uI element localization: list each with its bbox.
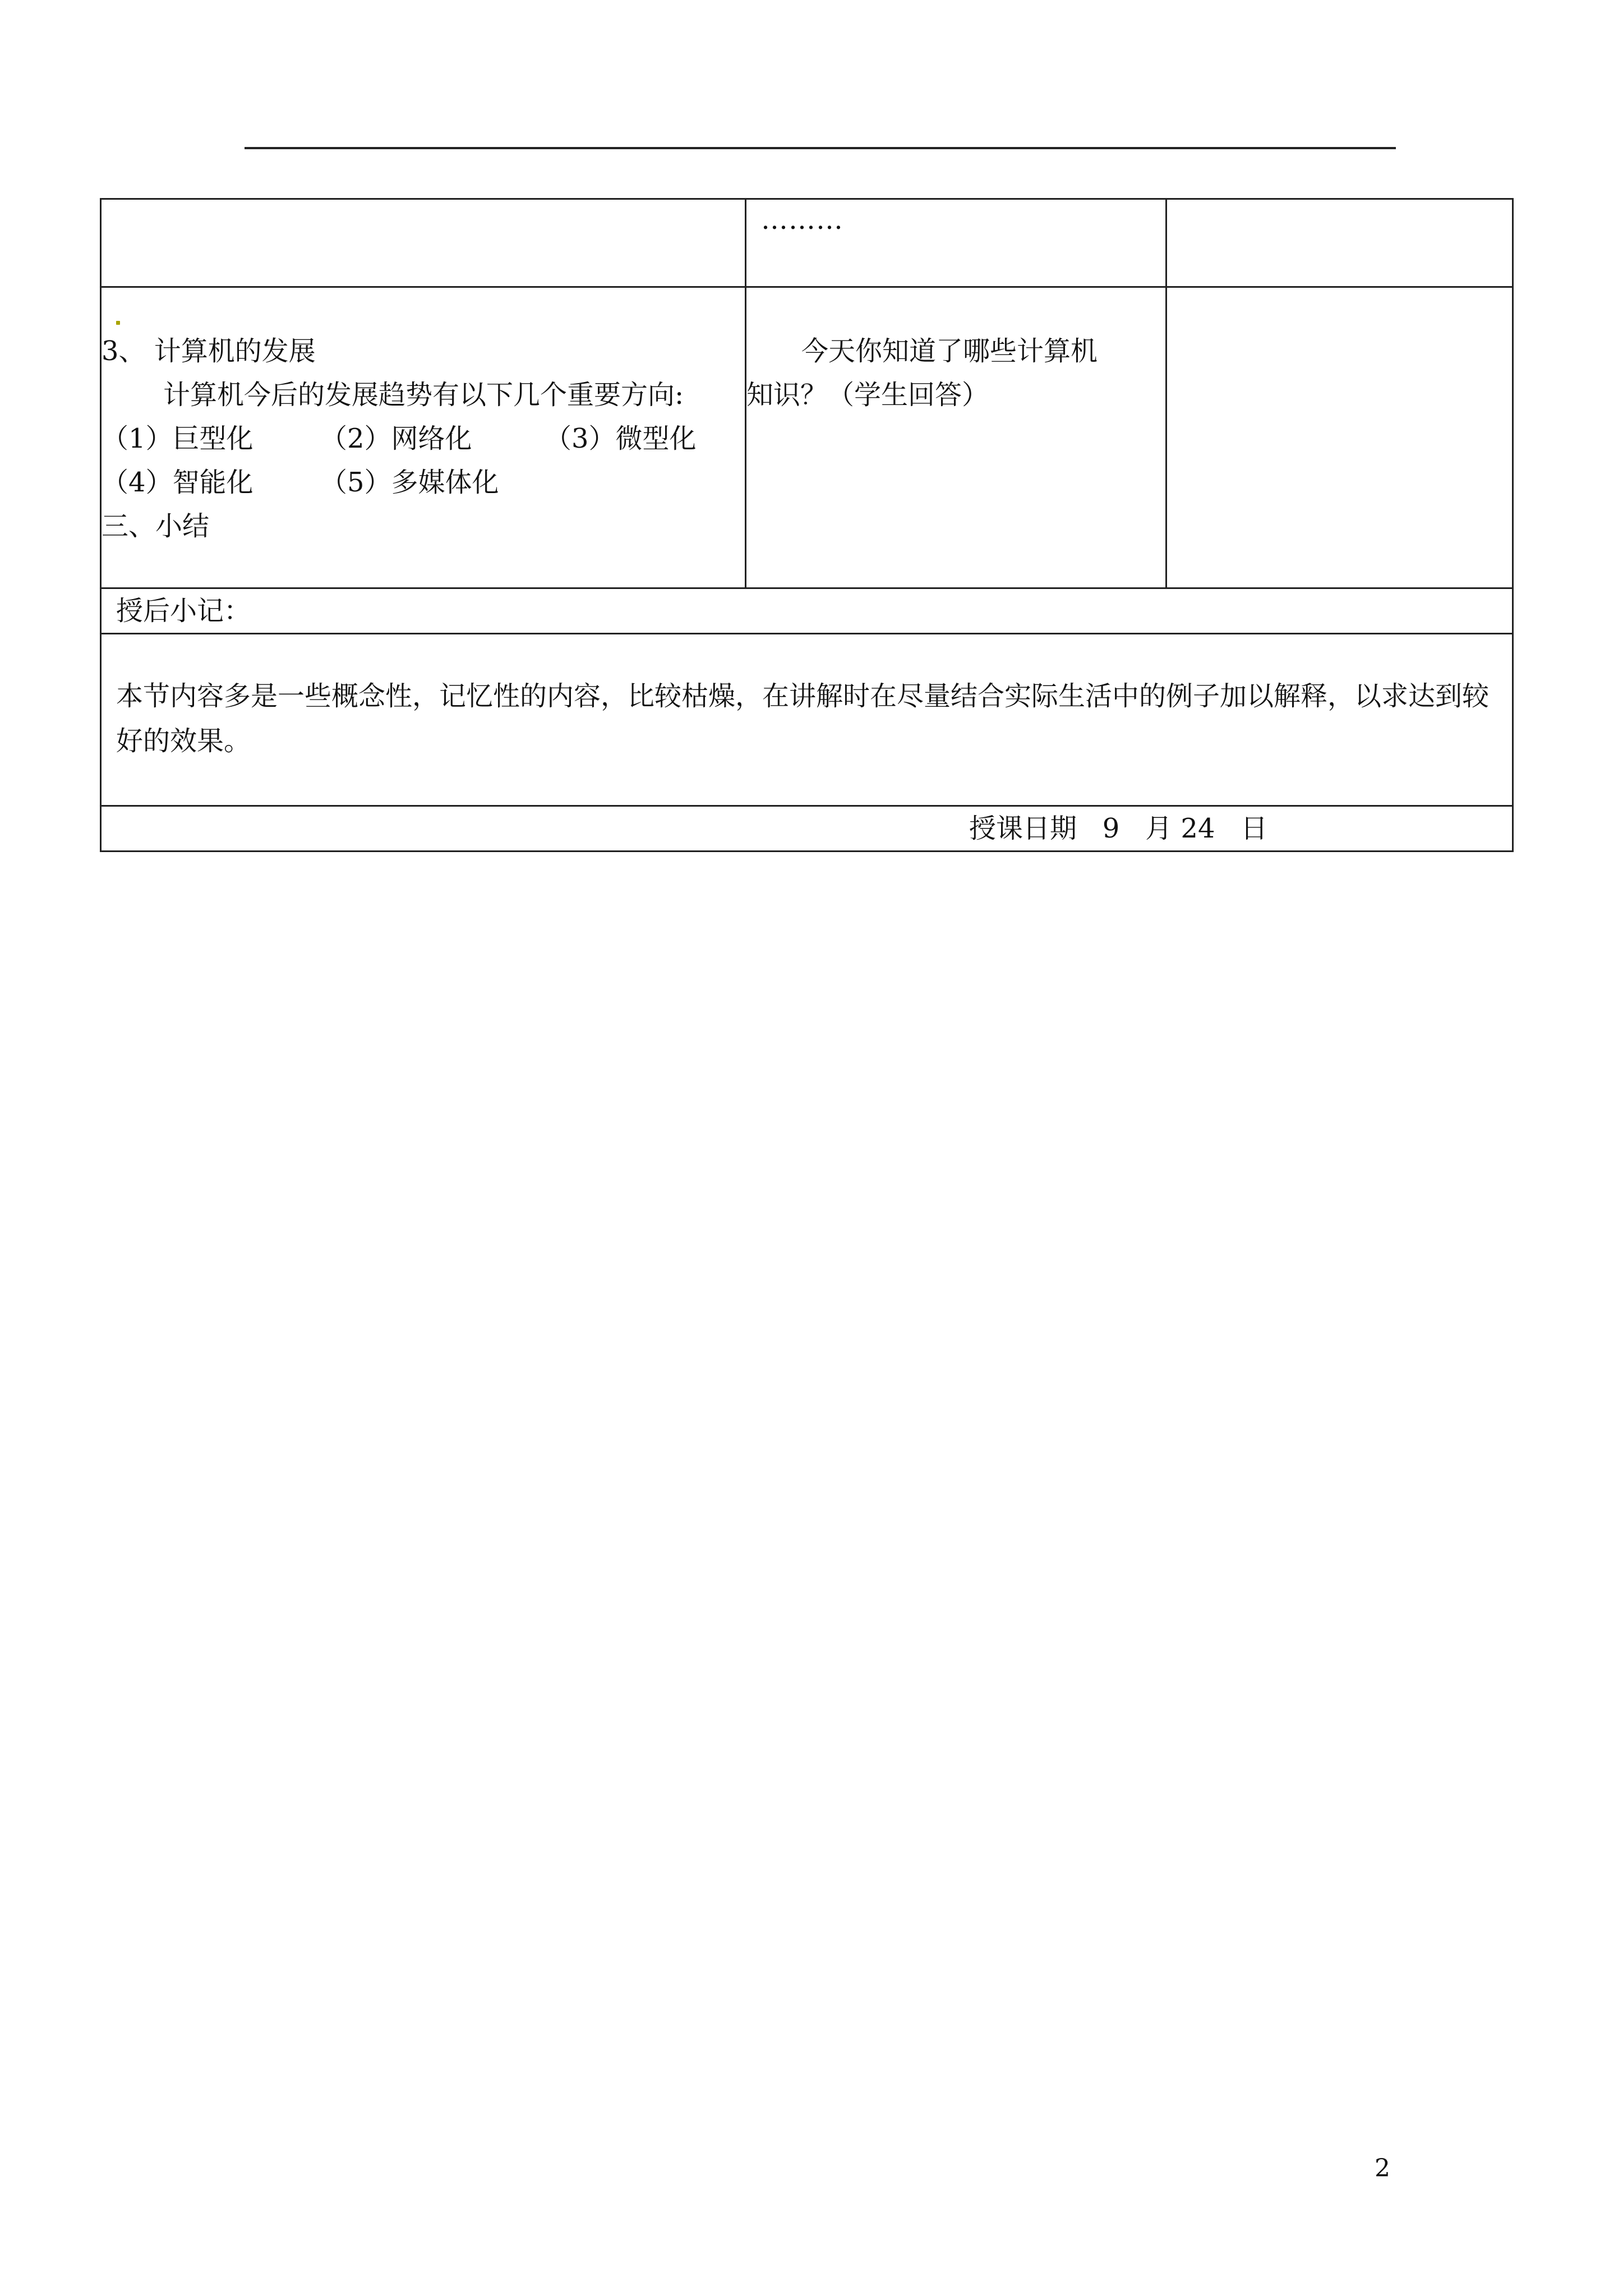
date-month-unit: 月 bbox=[1145, 813, 1173, 844]
content-cell bbox=[101, 287, 746, 588]
post-lesson-notes-heading: 授后小记： bbox=[116, 595, 251, 627]
table-row bbox=[101, 806, 1513, 852]
header-rule bbox=[245, 147, 1396, 149]
notes-heading-cell bbox=[101, 588, 1513, 634]
summary-heading: 三、小结 bbox=[102, 510, 210, 542]
list-item: （2）网络化 bbox=[320, 423, 472, 454]
date-day: 24 bbox=[1181, 813, 1215, 844]
notes-cell bbox=[1166, 199, 1513, 287]
notes-body-cell bbox=[101, 634, 1513, 806]
list-item: （1）巨型化 bbox=[102, 423, 253, 454]
table-row bbox=[101, 588, 1513, 634]
activity-line: 知识？（学生回答） bbox=[746, 379, 989, 411]
options-row bbox=[102, 417, 745, 461]
margin-mark bbox=[116, 321, 120, 325]
list-item: （5）多媒体化 bbox=[320, 467, 499, 498]
activity-line: 今天你知道了哪些计算机 bbox=[801, 335, 1098, 367]
date-day-unit: 日 bbox=[1241, 813, 1268, 844]
section-heading: 3、 计算机的发展 bbox=[102, 335, 316, 367]
date-cell bbox=[101, 806, 1513, 852]
activity-cell bbox=[746, 199, 1166, 287]
options-row bbox=[102, 461, 745, 504]
ellipsis-text: ……… bbox=[761, 204, 843, 236]
activity-cell bbox=[746, 287, 1166, 588]
page-number: 2 bbox=[1375, 2154, 1390, 2183]
list-item: （3）微型化 bbox=[545, 423, 697, 454]
lesson-plan-table bbox=[100, 198, 1514, 852]
post-lesson-notes-text: 本节内容多是一些概念性，记忆性的内容，比较枯燥，在讲解时在尽量结合实际生活中的例子加以解释，以求达到较好的效果。 bbox=[116, 680, 1490, 757]
lesson-date bbox=[102, 807, 1512, 850]
list-item: （4）智能化 bbox=[102, 467, 253, 498]
table-row bbox=[101, 287, 1513, 588]
table-row bbox=[101, 199, 1513, 287]
table-row bbox=[101, 634, 1513, 806]
content-cell bbox=[101, 199, 746, 287]
trend-intro: 计算机今后的发展趋势有以下几个重要方向: bbox=[163, 379, 684, 411]
date-label: 授课日期 bbox=[969, 813, 1077, 844]
notes-cell bbox=[1166, 287, 1513, 588]
date-month: 9 bbox=[1102, 813, 1120, 844]
